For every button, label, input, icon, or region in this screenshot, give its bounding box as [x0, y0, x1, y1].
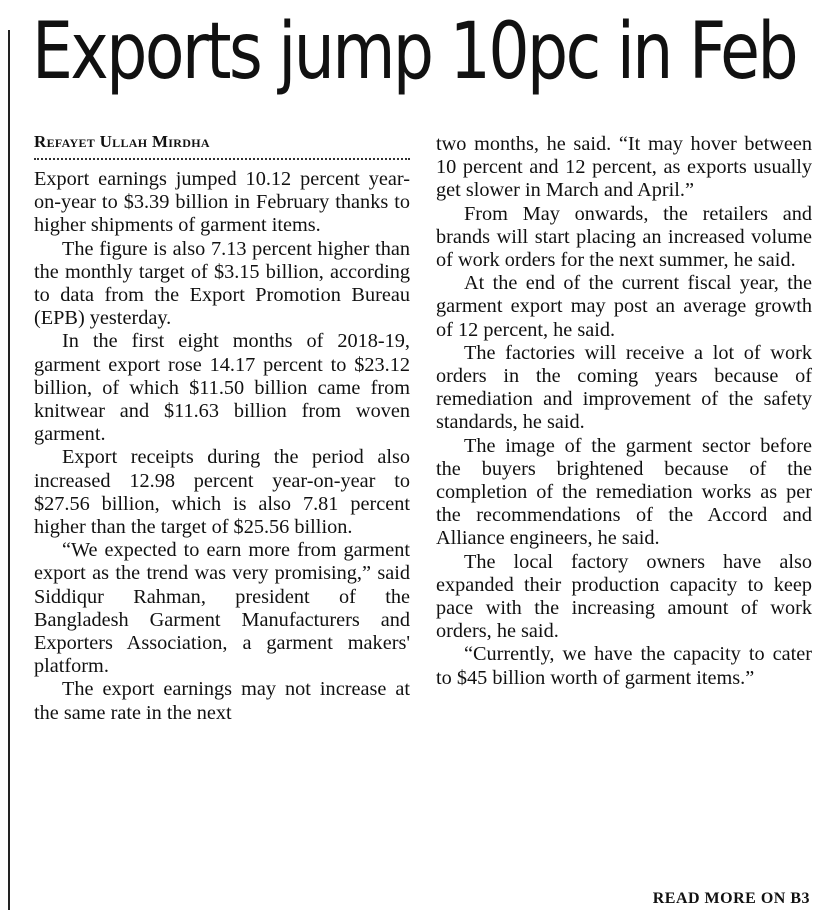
paragraph: The figure is also 7.13 percent higher than the monthly target of $3.15 billion, according to data from the Export Promotion Bureau (EPB) yesterday. [34, 237, 410, 330]
paragraph: The export earnings may not increase at the same rate in the next [34, 678, 410, 724]
paragraph: two months, he said. “It may hover between 10 percent and 12 percent, as exports usually get slower in March and April.” [436, 133, 812, 202]
paragraph: “We expected to earn more from garment export as the trend was very promising,” said Siddiqur Rahman, president of the Bangladesh Garment Manufacturers and Exporters Association, a garment makers' platform. [34, 539, 410, 678]
paragraph: “Currently, we have the capacity to cater to $45 billion worth of garment items.” [436, 643, 812, 689]
read-more-link[interactable]: READ MORE ON B3 [652, 890, 810, 907]
byline-divider [34, 158, 410, 160]
paragraph: Export earnings jumped 10.12 percent year-on-year to $3.39 billion in February thanks to higher shipments of garment items. [34, 168, 410, 237]
paragraph: Export receipts during the period also increased 12.98 percent year-on-year to $27.56 billion, which is also 7.81 percent higher than the target of $25.56 billion. [34, 446, 410, 539]
column-rule [8, 30, 10, 910]
paragraph: The image of the garment sector before the buyers brightened because of the completion of the remediation works as per the recommendations of the Accord and Alliance engineers, he said. [436, 434, 812, 550]
paragraph: The local factory owners have also expanded their production capacity to keep pace with the increasing amount of work orders, he said. [436, 550, 812, 643]
paragraph: From May onwards, the retailers and brands will start placing an increased volume of work orders for the next summer, he said. [436, 202, 812, 272]
paragraph: At the end of the current fiscal year, the garment export may post an average growth of 12 percent, he said. [436, 272, 812, 341]
article-column-right [436, 133, 812, 690]
paragraph: In the first eight months of 2018-19, garment export rose 14.17 percent to $23.12 billion, of which $11.50 billion came from knitwear and $11.63 billion from woven garment. [34, 330, 410, 446]
article-column-left [34, 168, 410, 725]
paragraph: The factories will receive a lot of work orders in the coming years because of remediation and improvement of the safety standards, he said. [436, 341, 812, 434]
headline: Exports jump 10pc in Feb [32, 7, 797, 97]
byline: Refayet Ullah Mirdha [34, 132, 210, 151]
